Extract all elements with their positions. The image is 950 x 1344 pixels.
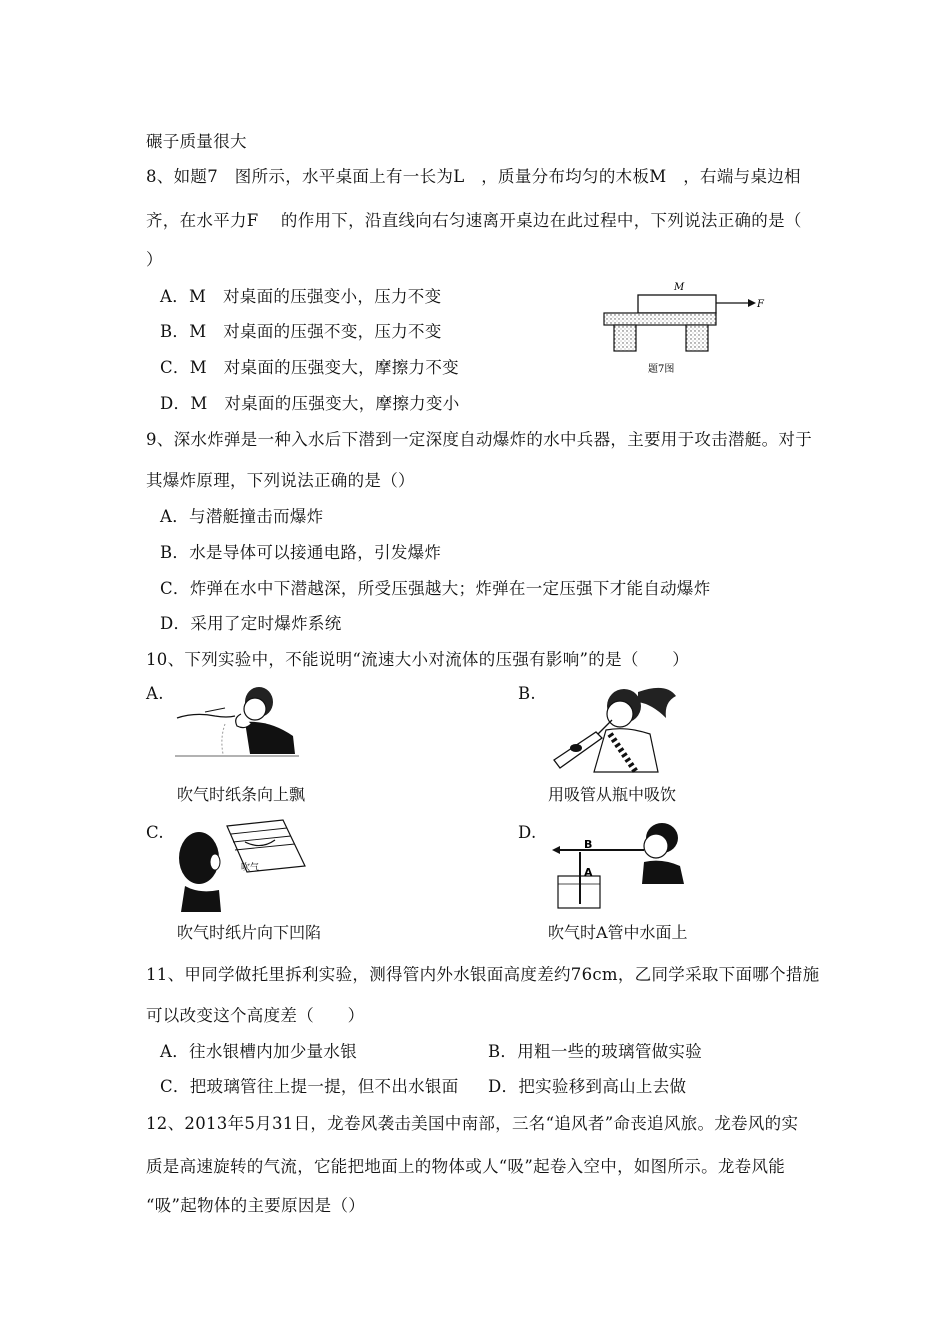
face	[644, 834, 668, 858]
q8-option-b: B．M 对桌面的压强不变，压力不变	[160, 322, 442, 341]
q9-stem-line2: 其爆炸原理，下列说法正确的是（）	[146, 471, 415, 490]
q11-option-a: A．往水银槽内加少量水银	[160, 1042, 358, 1061]
q8-option-c: C．M 对桌面的压强变大，摩擦力不变	[160, 358, 459, 377]
figure-caption: 题7图	[648, 364, 675, 375]
force-label: F	[757, 299, 764, 310]
q10-label-a: A.	[146, 684, 164, 703]
q11-stem-line1: 11、甲同学做托里拆利实验，测得管内外水银面高度差约76cm，乙同学采取下面哪个措施	[146, 965, 820, 984]
q8-table-figure	[598, 278, 770, 378]
q10-figure-a	[175, 676, 300, 776]
q10-label-c: C.	[146, 823, 164, 842]
paper-strip	[177, 714, 235, 718]
q9-option-b: B．水是导体可以接通电路，引发爆炸	[160, 543, 442, 562]
hand	[570, 744, 582, 752]
continuation-text: 碾子质量很大	[146, 132, 247, 151]
shoulders	[642, 861, 684, 884]
q10-caption-b: 用吸管从瓶中吸饮	[548, 785, 677, 804]
q9-option-d: D．采用了定时爆炸系统	[160, 614, 342, 633]
air-flow-arrow	[205, 708, 225, 712]
q12-stem-line3: “吸”起物体的主要原因是（）	[146, 1196, 366, 1215]
shirt	[245, 722, 295, 754]
q8-option-d: D．M 对桌面的压强变大，摩擦力变小	[160, 394, 460, 413]
q8-stem-line3: ）	[146, 250, 163, 269]
q11-option-d: D．把实验移到高山上去做	[488, 1077, 687, 1096]
q9-stem-line1: 9、深水炸弹是一种入水后下潜到一定深度自动爆炸的水中兵器，主要用于攻击潜艇。对于	[146, 430, 812, 449]
q10-label-d: D.	[518, 823, 537, 842]
ear	[210, 854, 220, 870]
q10-figure-b	[546, 672, 696, 780]
q8-stem-line1: 8、如题7 图所示，水平桌面上有一长为L ，质量分布均匀的木板M ，右端与桌边相	[146, 167, 801, 186]
q10-stem: 10、下列实验中，不能说明“流速大小对流体的压强有影响”的是（ ）	[146, 650, 690, 669]
label-b: B	[584, 838, 593, 851]
blow-label: 吹气	[241, 863, 260, 873]
q10-caption-d: 吹气时A管中水面上	[548, 923, 688, 942]
arrow-head-icon	[748, 299, 756, 307]
q10-label-b: B.	[518, 684, 536, 703]
q11-option-b: B．用粗一些的玻璃管做实验	[488, 1042, 703, 1061]
q10-caption-a: 吹气时纸条向上飘	[177, 785, 306, 804]
q9-option-c: C．炸弹在水中下潜越深，所受压强越大；炸弹在一定压强下才能自动爆炸	[160, 579, 711, 598]
q11-option-c: C．把玻璃管往上提一提，但不出水银面	[160, 1077, 459, 1096]
q10-figure-c	[175, 814, 310, 914]
table-top	[604, 313, 716, 325]
paper-hanging	[222, 724, 225, 754]
board-label: M	[674, 282, 685, 293]
table-leg-right	[686, 325, 708, 351]
face	[607, 701, 633, 727]
book-stack	[227, 820, 305, 872]
q11-stem-line2: 可以改变这个高度差（ ）	[146, 1006, 365, 1025]
q10-figure-d	[550, 814, 690, 914]
table-leg-left	[614, 325, 636, 351]
arrow-left-icon	[552, 846, 560, 854]
q12-stem-line2: 质是高速旋转的气流，它能把地面上的物体或人“吸”起卷入空中，如图所示。龙卷风能	[146, 1157, 786, 1176]
q8-option-a: A．M 对桌面的压强变小，压力不变	[160, 287, 442, 306]
ponytail	[638, 688, 676, 718]
q8-stem-line2: 齐，在水平力F 的作用下，沿直线向右匀速离开桌边在此过程中，下列说法正确的是（	[146, 211, 802, 230]
face	[244, 698, 266, 720]
q10-caption-c: 吹气时纸片向下凹陷	[177, 923, 322, 942]
q9-option-a: A．与潜艇撞击而爆炸	[160, 507, 324, 526]
label-a: A	[584, 866, 593, 879]
board-m	[638, 295, 716, 313]
q12-stem-line1: 12、2013年5月31日，龙卷风袭击美国中南部，三名“追风者”命丧追风旅。龙卷风的实	[146, 1114, 799, 1133]
shoulders	[181, 886, 221, 912]
dress	[594, 729, 658, 772]
